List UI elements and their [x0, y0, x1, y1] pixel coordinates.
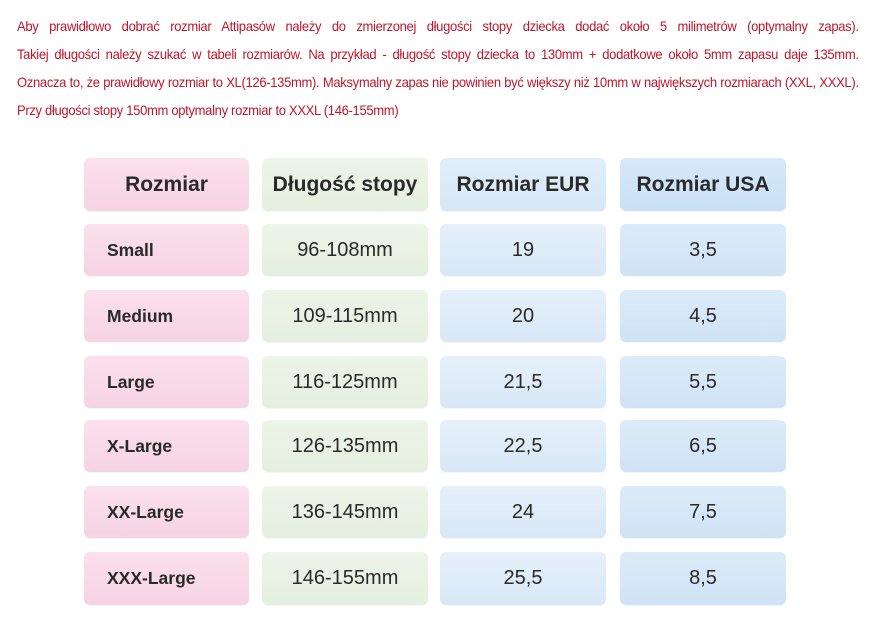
cell-usa: 5,5: [620, 356, 786, 408]
header-usa: Rozmiar USA: [620, 158, 786, 211]
cell-length: 126-135mm: [262, 420, 428, 472]
cell-length: 136-145mm: [262, 486, 428, 538]
cell-size: X-Large: [84, 420, 249, 472]
header-length: Długość stopy: [262, 158, 428, 211]
cell-eur: 19: [440, 224, 606, 276]
intro-line: Takiej długości należy szukać w tabeli rozmiarów. Na przykład - długość stopy dziecka to 130mm + dodatkowe około 5mm zapasu daje 135mm.: [17, 46, 859, 62]
cell-usa: 3,5: [620, 224, 786, 276]
cell-usa: 7,5: [620, 486, 786, 538]
cell-length: 116-125mm: [262, 356, 428, 408]
cell-eur: 25,5: [440, 552, 606, 605]
cell-eur: 24: [440, 486, 606, 538]
cell-usa: 6,5: [620, 420, 786, 472]
cell-size: Large: [84, 356, 249, 408]
cell-usa: 8,5: [620, 552, 786, 605]
cell-eur: 22,5: [440, 420, 606, 472]
cell-size: XXX-Large: [84, 552, 249, 605]
cell-size: Small: [84, 224, 249, 276]
cell-length: 109-115mm: [262, 290, 428, 342]
cell-eur: 21,5: [440, 356, 606, 408]
header-eur: Rozmiar EUR: [440, 158, 606, 211]
intro-line: Oznacza to, że prawidłowy rozmiar to XL(126-135mm). Maksymalny zapas nie powinien być większy niż 10mm w największych rozmiarach (XXL, XXXL).: [17, 74, 859, 90]
cell-length: 146-155mm: [262, 552, 428, 605]
cell-size: XX-Large: [84, 486, 249, 538]
intro-line: Przy długości stopy 150mm optymalny rozmiar to XXXL (146-155mm): [17, 102, 399, 118]
cell-length: 96-108mm: [262, 224, 428, 276]
intro-line: Aby prawidłowo dobrać rozmiar Attipasów należy do zmierzonej długości stopy dziecka dodać około 5 milimetrów (optymalny zapas).: [17, 18, 859, 34]
intro-text: [17, 12, 859, 124]
header-size: Rozmiar: [84, 158, 249, 211]
cell-size: Medium: [84, 290, 249, 342]
cell-usa: 4,5: [620, 290, 786, 342]
cell-eur: 20: [440, 290, 606, 342]
